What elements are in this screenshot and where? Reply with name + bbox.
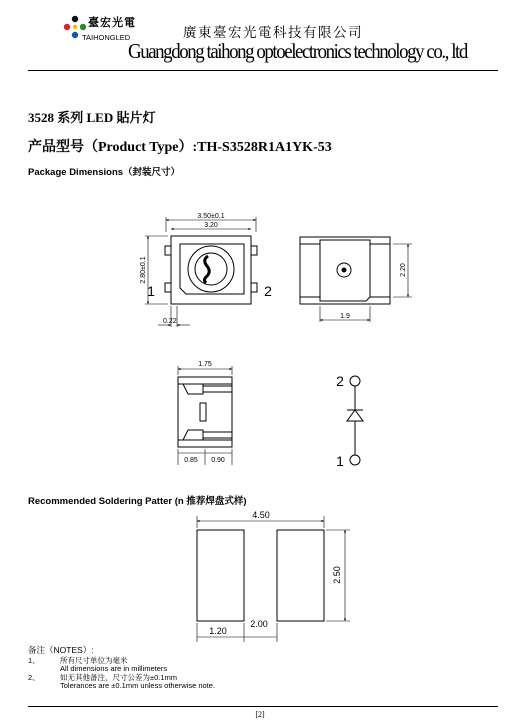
back-dim-height: 2.20 — [400, 263, 407, 277]
side-dim-bottom-left: 0.85 — [184, 457, 198, 464]
front-pin-2-label: 2 — [264, 283, 272, 299]
note-1-number: 1、 — [28, 655, 40, 665]
note-1-cn: 所有尺寸单位为毫米 — [60, 655, 128, 665]
schematic-pin-1-label: 1 — [336, 453, 344, 469]
notes-heading: 备注（NOTES）: — [28, 645, 94, 655]
side-dim-bottom-right: 0.90 — [211, 457, 225, 464]
logo-english-text: TAIHONGLED — [82, 33, 131, 42]
package-dimensions-title: Package Dimensions（封装尺寸） — [28, 167, 181, 178]
series-title: 3528 系列 LED 貼片灯 — [28, 110, 156, 125]
notes-section — [28, 646, 215, 691]
side-view-drawing — [178, 366, 232, 465]
front-dim-height: 2.80±0.1 — [140, 256, 147, 284]
soldering-pattern-drawing — [197, 516, 350, 642]
solder-dim-height: 2.50 — [332, 566, 342, 584]
product-type-label: 产品型号（Product Type）: — [28, 140, 198, 155]
product-type-value: TH-S3528R1A1YK-53 — [197, 140, 332, 155]
note-2-english — [28, 682, 215, 691]
diode-schematic — [347, 376, 363, 465]
solder-dim-pad: 1.20 — [209, 626, 227, 636]
schematic-pin-2-label: 2 — [336, 373, 344, 389]
soldering-pattern-title: Recommended Soldering Patter (n 推荐焊盘式样) — [28, 496, 247, 507]
back-dim-bottom: 1.9 — [340, 313, 350, 320]
logo-chinese-text: 臺宏光電 — [88, 16, 136, 29]
solder-dim-gap: 2.00 — [250, 619, 268, 629]
note-2-number: 2、 — [28, 672, 40, 682]
front-dim-bottom: 0.22 — [163, 318, 177, 325]
front-view-drawing — [145, 217, 257, 327]
front-pin-1-label: 1 — [147, 283, 155, 299]
solder-dim-width: 4.50 — [252, 510, 270, 520]
front-dim-top-outer: 3.50±0.1 — [197, 213, 225, 220]
note-1-en: All dimensions are in millimeters — [60, 664, 168, 674]
back-view-drawing — [300, 237, 412, 322]
note-2-en: Tolerances are ±0.1mm unless otherwise note. — [60, 681, 216, 691]
company-name-english: Guangdong taihong optoelectronics technology co., ltd — [128, 39, 467, 63]
page-number: [2] — [255, 710, 265, 719]
footer-divider — [28, 706, 498, 707]
front-dim-top-inner: 3.20 — [204, 222, 218, 229]
side-dim-top: 1.75 — [198, 361, 212, 368]
company-name-chinese: 廣東臺宏光電科技有限公司 — [183, 25, 363, 41]
note-2-cn: 如无其他备注，尺寸公差为±0.1mm — [60, 672, 178, 682]
